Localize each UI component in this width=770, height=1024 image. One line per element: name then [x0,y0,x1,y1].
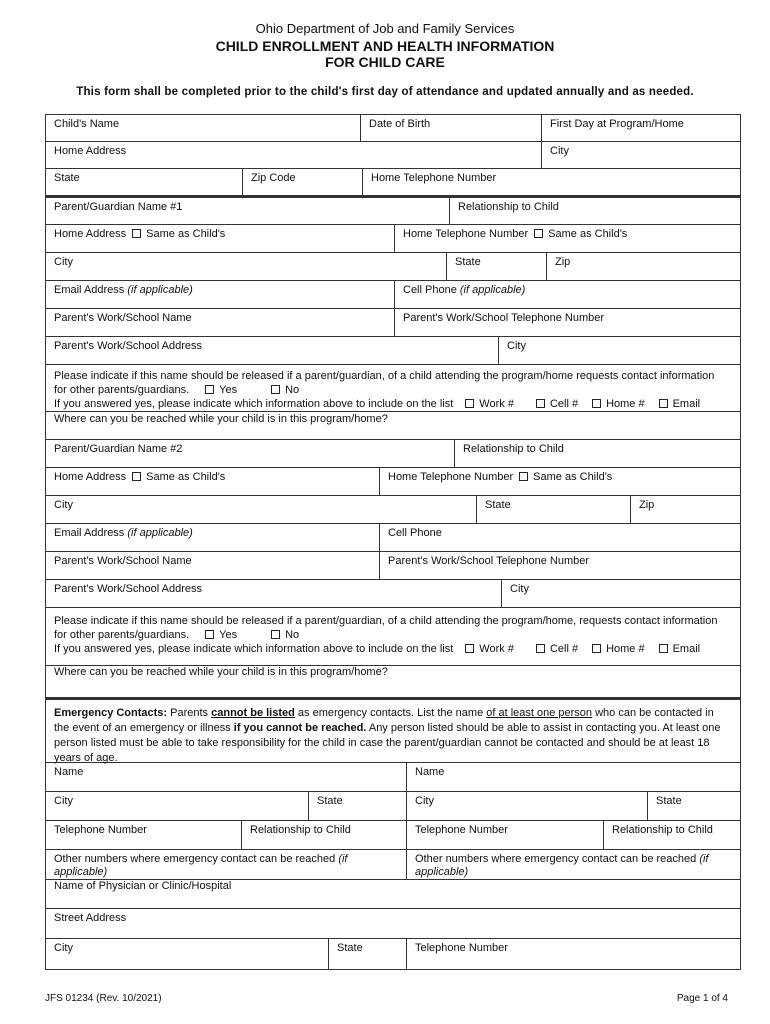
p1-no-label: No [285,384,300,396]
p2-work-address-field[interactable]: Parent's Work/School Address [54,583,203,595]
form-instruction: This form shall be completed prior to the child's first day of attendance and updated annually and as needed. [76,86,694,98]
p2-reach-row [45,666,741,698]
p1-email-checkbox[interactable] [659,399,668,408]
p2-home-address-field[interactable]: Home Address Same as Child's [54,471,226,483]
child-state-field[interactable]: State [54,172,80,184]
emergency-intro-row [45,698,741,763]
p2-home-checkbox[interactable] [592,644,601,653]
p1-row-1 [45,196,741,225]
p1-release-text [46,365,740,411]
p2-name-field[interactable]: Parent/Guardian Name #2 [54,443,183,455]
p1-cell-note: (if applicable) [459,284,526,296]
p1-cell-field[interactable] [394,281,742,308]
child-home-address-field[interactable]: Home Address [54,145,127,157]
child-zip-field[interactable]: Zip Code [242,169,362,195]
p1-home-phone-field[interactable] [394,225,742,252]
ec1-name-field[interactable]: Name [54,766,84,778]
p1-row-3 [45,253,741,281]
form-title-line2: FOR CHILD CARE [325,54,445,70]
emergency-intro-text: Emergency Contacts: Parents cannot be listed as emergency contacts. List the name of at least one person who can be contacted in the event of an emergency or illness if you cannot be reached. Any person listed should be able to assist in contacting you. At least one person listed must be able to take responsibility for the child in case the parent/guardian cannot be contacted and should be at least 18 years of age. [54,707,721,764]
ec-row-2 [45,792,741,821]
p2-release-text: Please indicate if this name should be released if a parent/guardian, of a child attending the program/home, requests contact information for other parents/guardians. Yes No If you answered yes, please indicate which information above to include on the list Work # Cell # Home # Email [54,615,718,655]
p1-name-field[interactable]: Parent/Guardian Name #1 [54,201,183,213]
p1-yes-checkbox[interactable] [205,385,214,394]
p1-row-4 [45,281,741,309]
p2-work-phone-field[interactable]: Parent's Work/School Telephone Number [379,552,742,579]
p1-yes-label: Yes [219,384,238,396]
p1-same-phone-label: Same as Child's [548,228,628,240]
p2-row-3 [45,496,741,524]
p1-no-checkbox[interactable] [271,385,280,394]
p1-same-phone-checkbox[interactable] [534,229,543,238]
p1-home-address-field[interactable] [46,225,394,252]
p1-home-checkbox[interactable] [592,399,601,408]
ec1-state-field[interactable]: State [308,792,406,820]
p2-same-phone-checkbox[interactable] [519,472,528,481]
p2-row-6 [45,580,741,608]
physician-row-2 [45,909,741,939]
p1-email-field[interactable] [46,281,394,308]
physician-phone-field[interactable]: Telephone Number [406,939,742,969]
physician-row-1 [45,880,741,909]
p1-zip-field[interactable]: Zip [546,253,742,280]
p1-row-6 [45,337,741,365]
p1-work-city-field[interactable]: City [498,337,742,364]
child-row-2 [45,142,741,169]
child-first-day-field[interactable]: First Day at Program/Home [541,115,742,141]
p2-email-checkbox[interactable] [659,644,668,653]
p1-reach-row [45,412,741,440]
p2-no-checkbox[interactable] [271,630,280,639]
p2-row-1 [45,440,741,468]
physician-street-field[interactable]: Street Address [54,912,127,924]
physician-city-field[interactable]: City [54,942,73,954]
p1-release-row [45,365,741,412]
form-title-line1: CHILD ENROLLMENT AND HEALTH INFORMATION [215,38,555,54]
physician-state-field[interactable]: State [328,939,406,969]
ec-row-1 [45,763,741,792]
p1-include-line: If you answered yes, please indicate which information above to include on the list Work # Cell # Home # Email [54,398,701,410]
p1-state-field[interactable]: State [446,253,546,280]
p2-email-note: (if applicable) [127,527,193,539]
p1-work-name-field[interactable]: Parent's Work/School Name [54,312,192,324]
ec-row-4 [45,850,741,880]
p1-home-address-label: Home Address [54,228,127,240]
ec1-other-numbers-field[interactable]: Other numbers where emergency contact can be reached (if applicable) [54,853,348,878]
p2-state-field[interactable]: State [476,496,630,523]
agency-name: Ohio Department of Job and Family Services [255,21,515,36]
p2-email-field[interactable]: Email Address (if applicable) [54,527,193,539]
p2-home-phone-field[interactable]: Home Telephone Number Same as Child's [379,468,742,495]
p1-row-5 [45,309,741,337]
p2-work-city-field[interactable]: City [501,580,742,607]
p1-email-label: Email Address [54,284,125,296]
physician-row-3 [45,939,741,970]
ec2-other-numbers-field[interactable]: Other numbers where emergency contact can be reached (if applicable) [406,850,742,879]
p1-release-line2: for other parents/guardians. Yes No [54,384,300,396]
form-id: JFS 01234 (Rev. 10/2021) [45,993,162,1004]
child-name-field[interactable]: Child's Name [54,118,120,130]
p1-city-field[interactable]: City [54,256,73,268]
ec1-phone-field[interactable]: Telephone Number [54,824,147,836]
p2-work-name-field[interactable]: Parent's Work/School Name [54,555,192,567]
ec2-relationship-field[interactable]: Relationship to Child [603,821,742,849]
p1-home-phone-label: Home Telephone Number [403,228,529,240]
p1-email-note: (if applicable) [127,284,193,296]
ec2-city-field[interactable]: City [406,792,647,820]
ec2-phone-field[interactable]: Telephone Number [406,821,603,849]
p2-relationship-field[interactable]: Relationship to Child [454,440,742,467]
p1-same-address-checkbox[interactable] [132,229,141,238]
p1-reach-field[interactable]: Where can you be reached while your child is in this program/home? [54,413,388,425]
p1-work-address-field[interactable]: Parent's Work/School Address [54,340,203,352]
ec2-state-field[interactable]: State [647,792,742,820]
p2-release-row [45,608,741,666]
enrollment-form [45,114,741,970]
p2-same-address-checkbox[interactable] [132,472,141,481]
p2-yes-checkbox[interactable] [205,630,214,639]
p2-work-checkbox[interactable] [465,644,474,653]
p1-release-line1: Please indicate if this name should be released if a parent/guardian, of a child attending the program/home requests contact information [54,370,715,382]
p1-same-address-label: Same as Child's [146,228,226,240]
ec-row-3 [45,821,741,850]
p1-work-checkbox[interactable] [465,399,474,408]
p2-row-2 [45,468,741,496]
p2-cell-field[interactable]: Cell Phone [379,524,742,551]
child-home-phone-field[interactable]: Home Telephone Number [362,169,742,195]
ec1-city-field[interactable]: City [54,795,73,807]
p2-zip-field[interactable]: Zip [630,496,742,523]
child-city-field[interactable]: City [541,142,742,168]
ec1-relationship-field[interactable]: Relationship to Child [241,821,406,849]
page-number: Page 1 of 4 [676,993,728,1004]
p2-row-4 [45,524,741,552]
p2-city-field[interactable]: City [54,499,73,511]
physician-name-field[interactable]: Name of Physician or Clinic/Hospital [54,880,232,892]
p1-cell-checkbox[interactable] [536,399,545,408]
ec2-name-field[interactable]: Name [406,763,742,791]
p1-cell-label: Cell Phone [403,284,457,296]
p2-row-5 [45,552,741,580]
child-dob-field[interactable]: Date of Birth [360,115,541,141]
p1-work-phone-field[interactable]: Parent's Work/School Telephone Number [394,309,742,336]
child-row-1 [45,114,741,142]
p2-reach-field[interactable]: Where can you be reached while your child is in this program/home? [54,666,388,678]
p1-relationship-field[interactable]: Relationship to Child [449,198,742,224]
p2-cell-checkbox[interactable] [536,644,545,653]
p1-row-2 [45,225,741,253]
child-row-3 [45,169,741,196]
